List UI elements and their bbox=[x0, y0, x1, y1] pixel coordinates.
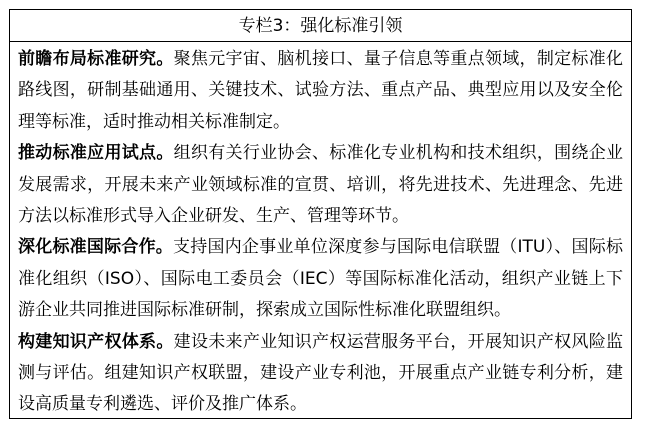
column-box bbox=[9, 9, 632, 419]
column-title: 专栏3：强化标准引领 bbox=[10, 10, 631, 42]
paragraph-standard-pilot bbox=[18, 138, 623, 232]
paragraph-heading: 深化标准国际合作。 bbox=[18, 237, 174, 258]
paragraph-ip-system bbox=[18, 327, 623, 421]
paragraph-heading: 前瞻布局标准研究。 bbox=[18, 49, 174, 69]
paragraph-text: 支持国内企事业单位深度参与国际电信联盟（ITU）、国际标准化组织（ISO）、国际电工委员会（IEC）等国际标准化活动，组织产业链上下游企业共同推进国际标准研制，探索成立国际性标准化联盟组织。 bbox=[18, 237, 624, 321]
paragraph-heading: 构建知识产权体系。 bbox=[18, 331, 174, 352]
column-body bbox=[10, 42, 631, 421]
paragraph-text: 聚焦元宇宙、脑机接口、量子信息等重点领域，制定标准化路线图，研制基础通用、关键技术、试验方法、重点产品、典型应用以及安全伦理等标准，适时推动相关标准制定。 bbox=[18, 49, 624, 132]
paragraph-text: 建设未来产业知识产权运营服务平台，开展知识产权风险监测与评估。组建知识产权联盟，建设产业专利池，开展重点产业链专利分析，建设高质量专利遴选、评价及推广体系。 bbox=[18, 331, 624, 415]
paragraph-international-cooperation bbox=[18, 232, 623, 326]
paragraph-text: 组织有关行业协会、标准化专业机构和技术组织，围绕企业发展需求，开展未来产业领域标准的宣贯、培训，将先进技术、先进理念、先进方法以标准形式导入企业研发、生产、管理等环节。 bbox=[18, 143, 624, 227]
paragraph-heading: 推动标准应用试点。 bbox=[18, 143, 174, 164]
paragraph-standard-research bbox=[18, 44, 623, 138]
